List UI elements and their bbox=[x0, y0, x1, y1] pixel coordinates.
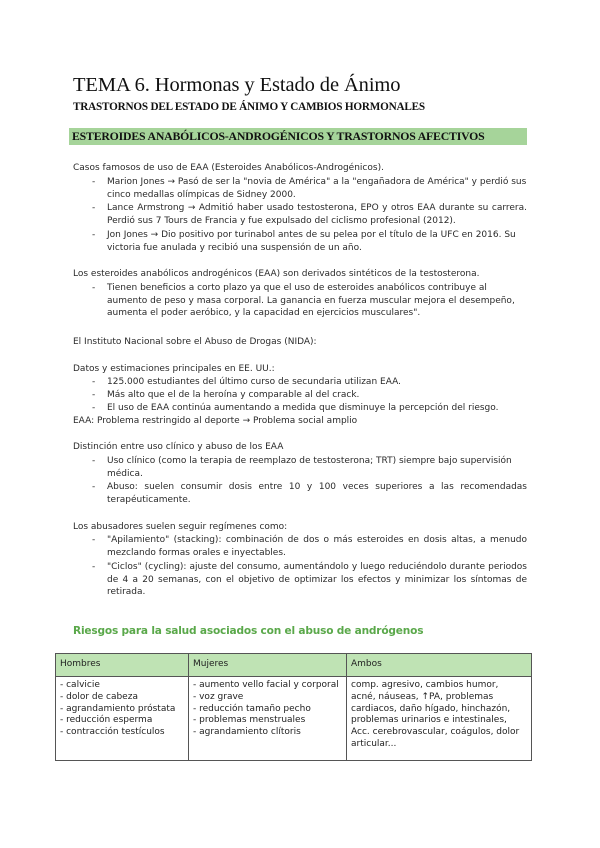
clinical-use-item: Uso clínico (como la terapia de reemplazo de testosterona; TRT) siempre bajo supervisión médica. bbox=[107, 456, 512, 479]
list-item: - problemas menstruales bbox=[193, 715, 306, 726]
list-item: - calvicie bbox=[60, 680, 100, 690]
column-header-men: Hombres bbox=[56, 654, 189, 677]
risks-table-header-row bbox=[56, 654, 532, 677]
stats-item: El uso de EAA continúa aumentando a medida que disminuye la percepción del riesgo. bbox=[107, 403, 499, 413]
list-item: - aumento vello facial y corporal bbox=[193, 680, 339, 690]
column-header-women: Mujeres bbox=[189, 654, 347, 677]
bullet-dash: - bbox=[92, 482, 96, 492]
regimens-intro: Los abusadores suelen seguir regímenes como: bbox=[73, 522, 288, 532]
famous-case-jon-jones: Jon Jones → Dio positivo por turinabol antes de su pelea por el título de la UFC en 2016. Su victoria fue anulada y recibió una suspensión de un año. bbox=[107, 230, 516, 253]
famous-case-lance-armstrong: Lance Armstrong → Admitió haber usado testosterona, EPO y otros EAA durante su carrera. Perdió sus 7 Tours de Francia y fue expulsado del ciclismo profesional (2012). bbox=[107, 203, 527, 226]
eaa-definition: Los esteroides anabólicos androgénicos (EAA) son derivados sintéticos de la testosterona. bbox=[73, 269, 480, 279]
bullet-dash: - bbox=[92, 390, 96, 400]
stacking-item: "Apilamiento" (stacking): combinación de dos o más esteroides en dosis altas, a menudo mezclando formas orales e inyectables. bbox=[107, 535, 527, 558]
stats-conclusion: EAA: Problema restringido al deporte → Problema social amplio bbox=[73, 416, 358, 426]
risks-table-row bbox=[56, 677, 532, 761]
bullet-dash: - bbox=[92, 403, 96, 413]
list-item: - agrandamiento próstata bbox=[60, 703, 176, 714]
risks-heading: Riesgos para la salud asociados con el abuso de andrógenos bbox=[73, 625, 424, 637]
page-title: TEMA 6. Hormonas y Estado de Ánimo bbox=[73, 74, 401, 96]
list-item: - voz grave bbox=[193, 691, 244, 702]
bullet-dash: - bbox=[92, 203, 96, 213]
list-item: articular... bbox=[351, 738, 397, 749]
stats-item: 125.000 estudiantes del último curso de secundaria utilizan EAA. bbox=[107, 377, 401, 387]
list-item: problemas urinarios e intestinales, bbox=[351, 715, 507, 726]
stats-item: Más alto que el de la heroína y comparable al del crack. bbox=[107, 390, 360, 400]
section-heading-band bbox=[69, 128, 527, 145]
bullet-dash: - bbox=[92, 230, 96, 240]
column-header-both: Ambos bbox=[347, 654, 532, 677]
famous-cases-intro: Casos famosos de uso de EAA (Esteroides Anabólicos-Androgénicos). bbox=[73, 163, 384, 173]
abuse-item: Abuso: suelen consumir dosis entre 10 y 100 veces superiores a las recomendadas terapéuticamente. bbox=[107, 482, 527, 505]
stats-intro: Datos y estimaciones principales en EE. UU.: bbox=[73, 364, 275, 374]
men-risks-cell bbox=[56, 677, 189, 761]
cycling-item: "Ciclos" (cycling): ajuste del consumo, aumentándolo y luego reduciéndolo durante periodos de 4 a 20 semanas, con el objetivo de optimizar los efectos y minimizar los síntomas de retirada. bbox=[107, 562, 527, 598]
eaa-benefits: Tienen beneficios a corto plazo ya que el uso de esteroides anabólicos contribuye al aumento de peso y masa corporal. La ganancia en fuerza muscular mejora el desempeño, aumenta el poder aeróbico, y la capacidad en ejercicios musculares". bbox=[107, 283, 515, 319]
famous-case-marion-jones: Marion Jones → Pasó de ser la "novia de América" a la "engañadora de América" y perdió sus cinco medallas olímpicas de Sidney 2000. bbox=[107, 177, 527, 200]
bullet-dash: - bbox=[92, 562, 96, 572]
bullet-dash: - bbox=[92, 456, 96, 466]
list-item: - reducción tamaño pecho bbox=[193, 703, 311, 714]
women-risks-cell bbox=[189, 677, 347, 761]
list-item: - agrandamiento clítoris bbox=[193, 727, 301, 738]
bullet-dash: - bbox=[92, 377, 96, 387]
list-item: acné, náuseas, ↑PA, problemas bbox=[351, 691, 494, 702]
list-item: - contracción testículos bbox=[60, 727, 165, 738]
risks-table bbox=[55, 653, 532, 761]
list-item: comp. agresivo, cambios humor, bbox=[351, 680, 499, 690]
bullet-dash: - bbox=[92, 535, 96, 545]
bullet-dash: - bbox=[92, 177, 96, 187]
bullet-dash: - bbox=[92, 283, 96, 293]
both-risks-cell bbox=[347, 677, 532, 761]
page-subtitle: TRASTORNOS DEL ESTADO DE ÁNIMO Y CAMBIOS HORMONALES bbox=[73, 101, 425, 113]
list-item: - dolor de cabeza bbox=[60, 691, 138, 702]
nida-heading: El Instituto Nacional sobre el Abuso de Drogas (NIDA): bbox=[73, 337, 317, 347]
section-heading: ESTEROIDES ANABÓLICOS-ANDROGÉNICOS Y TRASTORNOS AFECTIVOS bbox=[72, 129, 485, 143]
list-item: cardiacos, daño hígado, hinchazón, bbox=[351, 703, 511, 714]
list-item: Acc. cerebrovascular, coágulos, dolor bbox=[351, 727, 520, 738]
list-item: - reducción esperma bbox=[60, 715, 153, 726]
distinction-intro: Distinción entre uso clínico y abuso de los EAA bbox=[73, 442, 284, 452]
